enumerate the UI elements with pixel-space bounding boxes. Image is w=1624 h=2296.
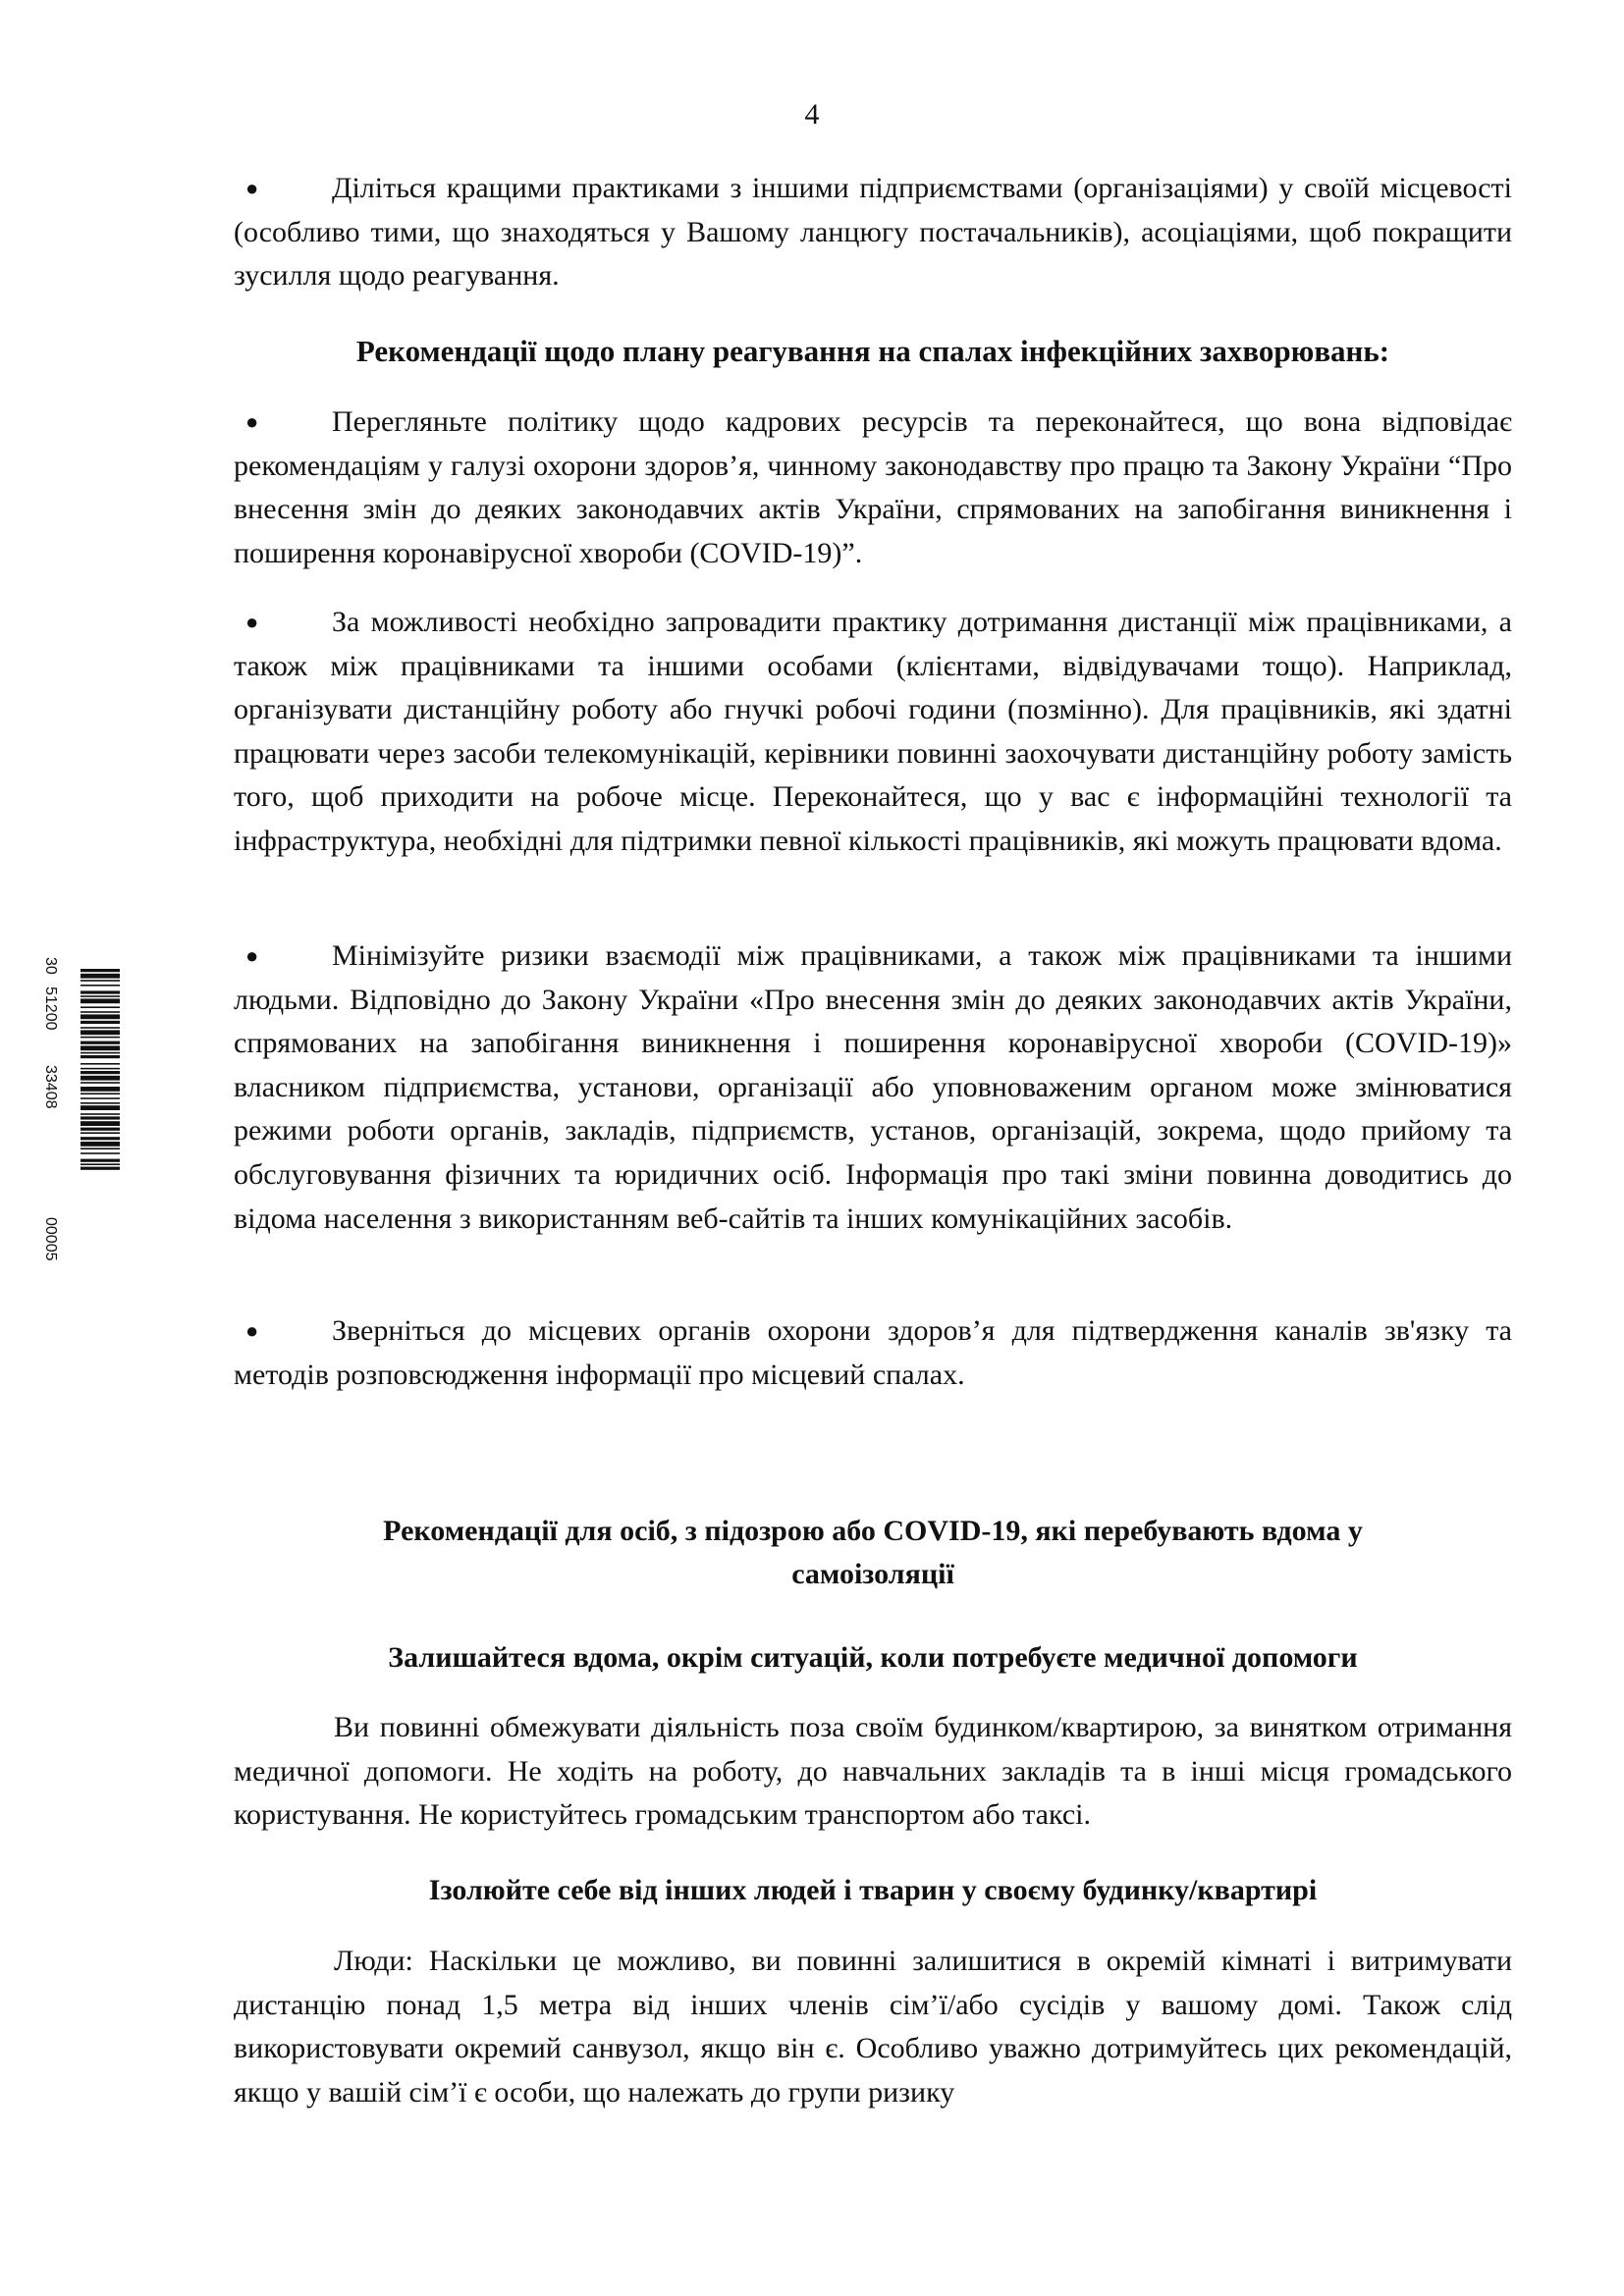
paragraph-isolate	[234, 1940, 1512, 2114]
text-isolate: Люди: Наскільки це можливо, ви повинні залишитися в окремій кімнаті і витримувати дистанцію понад 1,5 метра від інших членів сім’ї/або сусідів у вашому домі. Також слід використовувати окремий санвузол, якщо він є. Особливо уважно дотримуйтесь цих рекомендацій, якщо у вашій сім’ї є особи, що належать до групи ризику	[234, 1945, 1512, 2109]
barcode-bar	[81, 1132, 120, 1134]
barcode-bar	[81, 1011, 120, 1013]
bullet-icon: ●	[245, 610, 259, 634]
barcode-bar	[81, 1163, 120, 1165]
barcode-bar	[81, 1027, 120, 1029]
barcode-bar	[81, 1037, 120, 1039]
barcode-bar	[81, 1159, 120, 1162]
bullet-icon: ●	[245, 409, 259, 434]
bullet-paragraph-1	[234, 167, 1512, 298]
barcode-bar	[81, 980, 120, 982]
text-stay-home: Ви повинні обмежувати діяльність поза своїм будинком/квартирою, за винятком отримання медичної допомоги. Не ходіть на роботу, до навчальних закладів та в інші місця громадського користування. Не користуйтесь громадським транспортом або таксі.	[234, 1711, 1512, 1832]
barcode-bar	[81, 1102, 120, 1104]
barcode-bar	[81, 1014, 120, 1019]
barcode-bar	[81, 1148, 120, 1149]
heading-stay-home: Залишайтеся вдома, окрім ситуацій, коли потребуєте медичної допомоги	[388, 1641, 1358, 1674]
heading-self-isolation-line1: Рекомендації для осіб, з підозрою або COVID-19, які перебувають вдома у	[383, 1515, 1363, 1547]
section-heading-4	[234, 1869, 1512, 1912]
barcode-label-4: 00005	[42, 1217, 59, 1261]
section-heading-1	[234, 330, 1512, 373]
bullet-paragraph-5	[234, 1309, 1512, 1397]
bullet-paragraph-2	[234, 400, 1512, 575]
barcode-bar	[81, 1021, 120, 1024]
barcode-bar	[81, 998, 120, 1003]
bullet-icon: ●	[245, 943, 259, 968]
barcode-bar	[81, 1116, 120, 1119]
bullet-text-5: Зверніться до місцевих органів охорони здоров’я для підтвердження каналів зв'язку та методів розповсюдження інформації про місцевий спалах.	[234, 1314, 1512, 1391]
barcode-bar	[81, 1006, 120, 1008]
heading-isolate: Ізолюйте себе від інших людей і тварин у своєму будинку/квартирі	[428, 1874, 1318, 1906]
barcode-label-1: 30	[42, 957, 59, 975]
bullet-paragraph-4	[234, 934, 1512, 1241]
barcode-bar	[81, 1093, 120, 1095]
heading-self-isolation-line2: самоізоляції	[791, 1558, 954, 1590]
barcode-bar	[81, 985, 120, 987]
barcode-bar	[81, 1113, 120, 1115]
barcode-bar	[81, 1041, 120, 1044]
barcode-bar	[81, 974, 120, 979]
heading-response-plan: Рекомендації щодо плану реагування на спалах інфекційних захворювань:	[355, 334, 1390, 368]
paragraph-stay-home	[234, 1706, 1512, 1838]
side-barcode	[39, 957, 128, 1301]
barcode-bar	[81, 1030, 120, 1035]
barcode-bar	[81, 1152, 120, 1154]
barcode-bar	[81, 1063, 120, 1065]
barcode-label-3: 33408	[42, 1065, 59, 1109]
barcode-bar	[81, 1055, 120, 1058]
section-heading-3	[234, 1636, 1512, 1680]
barcode-bar	[81, 1097, 120, 1099]
barcode-bar	[81, 1105, 120, 1110]
barcode-label-2: 51200	[42, 987, 59, 1031]
barcode-bar	[81, 1071, 120, 1074]
bullet-text-4: Мінімізуйте ризики взаємодії між працівниками, а також між працівниками та іншими людьми. Відповідно до Закону України «Про внесення змін до деяких законодавчих актів України, спрямованих на запобігання виникнення і поширення коронавірусної хвороби (COVID-19)» власником підприємства, установи, організації або уповноваженим органом може змінюватися режими роботи органів, закладів, підприємств, установ, організацій, зокрема, щодо прийому та обслуговування фізичних та юридичних осіб. Інформація про такі зміни повинна доводитись до відома населення з використанням веб-сайтів та інших комунікаційних засобів.	[234, 939, 1512, 1235]
bullet-text-1: Діліться кращими практиками з іншими підприємствами (організаціями) у своїй місцевості (особливо тими, що знаходяться у Вашому ланцюгу постачальників), асоціаціями, щоб покращити зусилля щодо реагування.	[234, 172, 1512, 293]
barcode-bar	[81, 1068, 120, 1070]
barcode-bar	[81, 1121, 120, 1126]
barcode-bar	[81, 969, 120, 972]
section-heading-2	[234, 1510, 1512, 1596]
barcode-bar	[81, 1142, 120, 1147]
bullet-icon: ●	[245, 176, 259, 200]
barcode-bar	[81, 1045, 120, 1050]
barcode-bar	[81, 1082, 120, 1084]
barcode-bar	[81, 1052, 120, 1054]
barcode-bar	[81, 995, 120, 997]
bullet-text-2: Перегляньте політику щодо кадрових ресурсів та переконайтеся, що вона відповідає рекомендаціям у галузі охорони здоров’я, чинному законодавству про працю та Закону України “Про внесення змін до деяких законодавчих актів України, спрямованих на запобігання виникнення і поширення коронавірусної хвороби (COVID-19)”.	[234, 405, 1512, 569]
barcode-bar	[81, 1087, 120, 1092]
bullet-icon: ●	[245, 1318, 259, 1343]
barcode-bars	[81, 969, 120, 1170]
barcode-bar	[81, 1076, 120, 1081]
bullet-text-3: За можливості необхідно запровадити практику дотримання дистанції між працівниками, а також між працівниками та іншими особами (клієнтами, відвідувачами тощо). Наприклад, організувати дистанційну роботу або гнучкі робочі години (позмінно). Для працівників, які здатні працювати через засоби телекомунікацій, керівники повинні заохочувати дистанційну роботу замість того, щоб приходити на робоче місце. Переконайтеся, що у вас є інформаційні технології та інфраструктура, необхідні для підтримки певної кількості працівників, які можуть працювати вдома.	[234, 606, 1512, 857]
page-number: 4	[804, 98, 820, 131]
barcode-bar	[81, 990, 120, 993]
barcode-bar	[81, 1128, 120, 1131]
barcode-bar	[81, 1167, 120, 1170]
bullet-paragraph-3	[234, 601, 1512, 864]
barcode-bar	[81, 1137, 120, 1140]
